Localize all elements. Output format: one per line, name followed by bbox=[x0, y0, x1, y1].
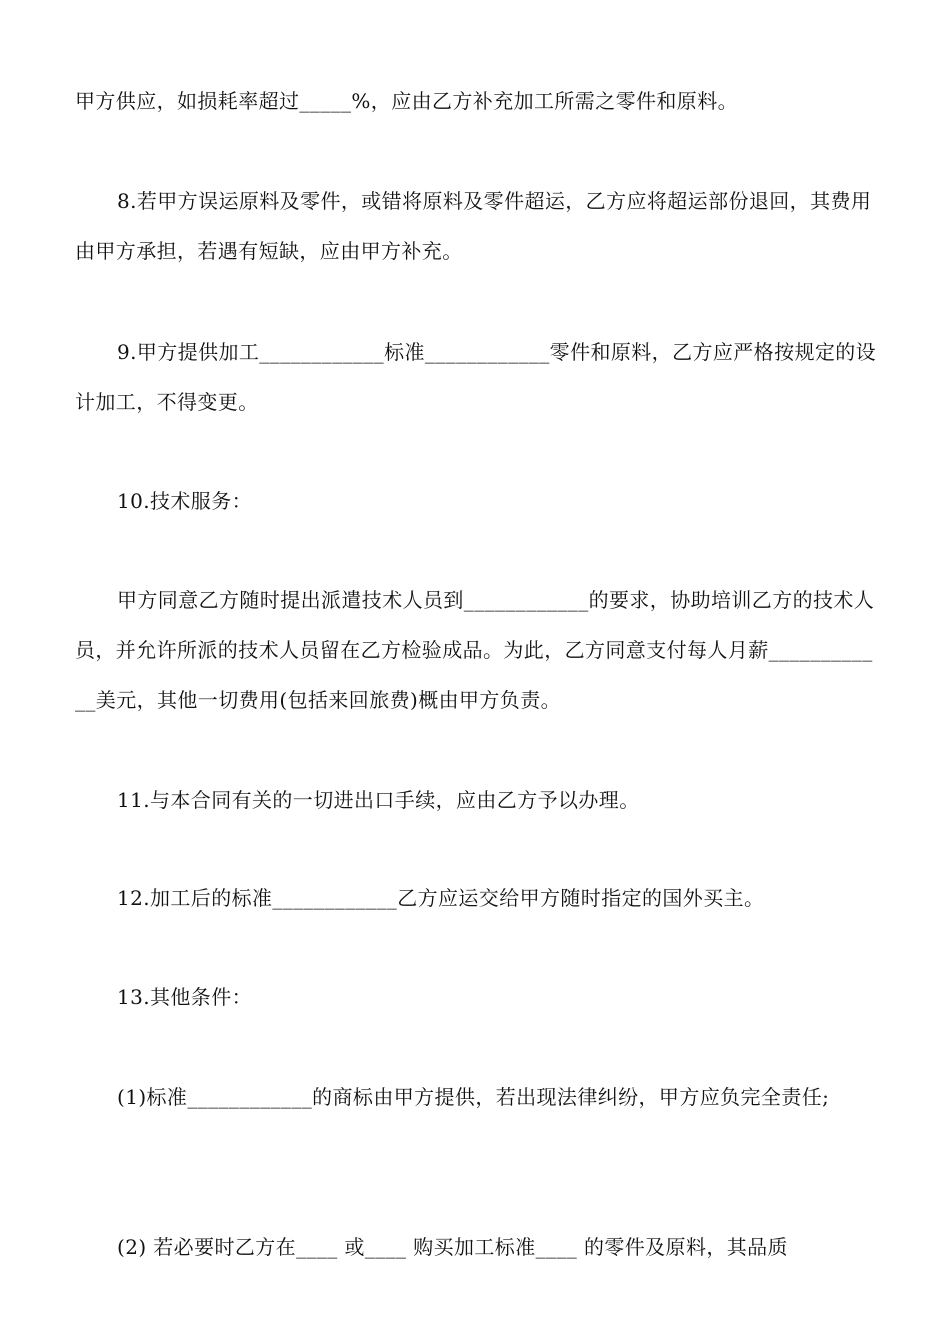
paragraph-clause-12: 12.加工后的标准____________乙方应运交给甲方随时指定的国外买主。 bbox=[117, 886, 765, 910]
paragraph-supply-loss-rate: 甲方供应，如损耗率超过_____%，应由乙方补充加工所需之零件和原料。 bbox=[75, 89, 739, 113]
paragraph-condition-2: (2) 若必要时乙方在____ 或____ 购买加工标准____ 的零件及原料，其品质 bbox=[117, 1235, 788, 1259]
paragraph-clause-10-heading: 10.技术服务： bbox=[117, 489, 253, 513]
paragraph-clause-9: 9.甲方提供加工____________标准____________零件和原料，乙方应严格按规定的设计加工，不得变更。 bbox=[75, 340, 877, 414]
paragraph-technical-service: 甲方同意乙方随时提出派遣技术人员到____________的要求，协助培训乙方的技术人员，并允许所派的技术人员留在乙方检验成品。为此，乙方同意支付每人月薪____________美元，其他一切费用(包括来回旅费)概由甲方负责。 bbox=[75, 588, 875, 712]
paragraph-clause-13-heading: 13.其他条件： bbox=[117, 985, 253, 1009]
paragraph-clause-11: 11.与本合同有关的一切进出口手续，应由乙方予以办理。 bbox=[117, 788, 640, 812]
paragraph-clause-8: 8.若甲方误运原料及零件，或错将原料及零件超运，乙方应将超运部份退回，其费用由甲方承担，若遇有短缺，应由甲方补充。 bbox=[75, 189, 872, 263]
paragraph-condition-1: (1)标准____________的商标由甲方提供，若出现法律纠纷，甲方应负完全责任; bbox=[117, 1085, 830, 1109]
